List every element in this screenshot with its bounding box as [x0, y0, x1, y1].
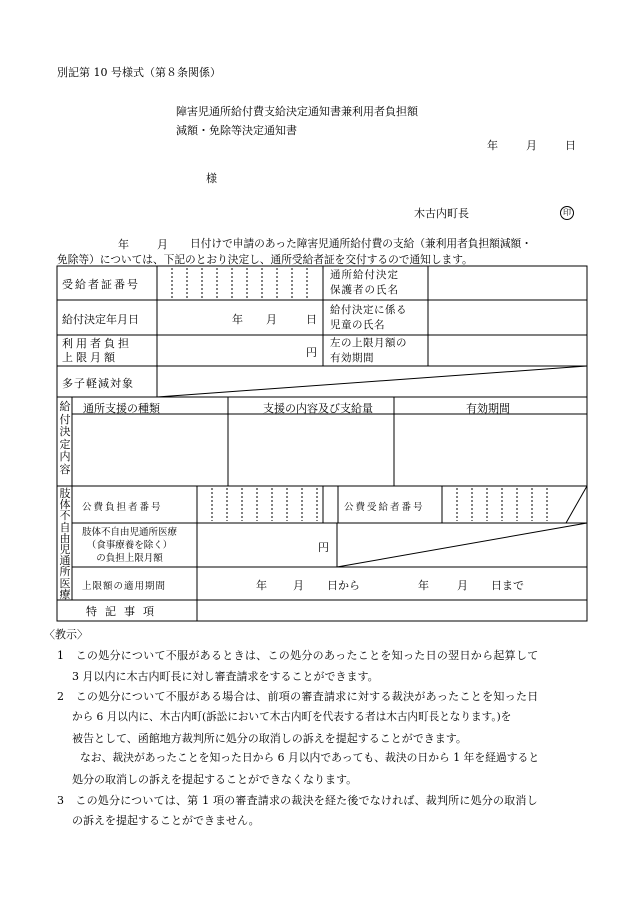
note-2-line3: 被告として、函館地方裁判所に処分の取消しの訴えを提起することができます。 — [72, 732, 467, 745]
document-title-line2: 減額・免除等決定通知書 — [176, 124, 297, 137]
note-2-line2: から 6 月以内に、木古内町(訴訟において木古内町を代表する者は木古内町長となります。)を — [72, 711, 512, 723]
addressee-honorific: 様 — [206, 172, 217, 185]
label-applicable-period: 上限額の適用期間 — [82, 581, 167, 592]
intro-line1: 日付けで申請のあった障害児通所給付費の支給（兼利用者負担額減額・ — [190, 237, 532, 250]
note-3-line1: 3 この処分については、第 1 項の審査請求の裁決を経た後でなければ、裁判所に処分の取消し — [57, 794, 538, 807]
notes-heading: 〈教示〉 — [44, 628, 88, 641]
decision-date-year: 年 — [232, 313, 243, 326]
label-recipient-number: 受給者証番号 — [62, 278, 140, 291]
note-2-line4: なお、裁決があったことを知った日から 6 月以内であっても、裁決の日から 1 年を経過すると — [80, 751, 540, 764]
label-child-name: 給付決定に係る 児童の氏名 — [330, 304, 407, 331]
period-from-month: 月 — [293, 579, 304, 592]
period-to-day: 日まで — [491, 579, 524, 592]
issue-date-year: 年 — [487, 139, 498, 152]
period-from-day: 日から — [327, 579, 360, 592]
note-2-line5: 処分の取消しの訴えを提起することができなくなります。 — [72, 773, 358, 786]
header-valid-period: 有効期間 — [466, 402, 510, 415]
label-benefit-section: 給付決定内容 — [59, 400, 71, 476]
medical-limit-yen: 円 — [318, 541, 329, 554]
label-decision-date: 給付決定年月日 — [62, 313, 139, 326]
note-1-line1: 1 この処分について不服があるときは、この処分のあったことを知った日の翌日から起算して — [57, 649, 539, 662]
header-support-content: 支援の内容及び支給量 — [263, 402, 373, 415]
issue-date-month: 月 — [526, 139, 537, 152]
label-limit-amount: 利用者負担 上限月額 — [62, 337, 132, 364]
note-3-line2: の訴えを提起することができません。 — [72, 814, 260, 827]
period-to-year: 年 — [418, 579, 429, 592]
label-medical-limit: 肢体不自由児通所医療 （食事療養を除く） の負担上限月額 — [82, 527, 178, 564]
label-multi-child: 多子軽減対象 — [62, 377, 134, 390]
limit-amount-yen: 円 — [306, 346, 317, 359]
issuer-name: 木古内町長 — [414, 207, 469, 220]
intro-month: 月 — [157, 238, 168, 251]
label-guardian-name: 通所給付決定 保護者の氏名 — [330, 269, 399, 296]
period-from-year: 年 — [256, 579, 267, 592]
note-2-line1: 2 この処分について不服がある場合は、前項の審査請求に対する裁決があったことを知った日 — [57, 690, 539, 703]
intro-line2: 免除等）については、下記のとおり決定し、通所受給者証を交付するので通知します。 — [57, 253, 473, 266]
label-public-recipient-number: 公費受給者番号 — [344, 502, 425, 513]
label-medical-section: 肢体不自由児通所医療 — [59, 487, 71, 601]
note-1-line2: 3 月以内に木古内町長に対し審査請求をすることができます。 — [72, 670, 379, 683]
label-special-notes: 特記事項 — [86, 605, 162, 618]
seal-icon: 印 — [560, 206, 574, 220]
intro-year: 年 — [118, 238, 129, 251]
period-to-month: 月 — [457, 579, 468, 592]
issue-date-day: 日 — [565, 139, 576, 152]
form-number: 別記第 10 号様式（第８条関係） — [57, 66, 221, 79]
document-title-line1: 障害児通所給付費支給決定通知書兼利用者負担額 — [176, 105, 418, 118]
label-public-payer-number: 公費負担者番号 — [82, 502, 163, 513]
decision-date-month: 月 — [266, 313, 277, 326]
header-support-type: 通所支援の種類 — [83, 402, 160, 415]
decision-date-day: 日 — [306, 313, 317, 326]
label-valid-period-left: 左の上限月額の 有効期間 — [330, 337, 407, 364]
